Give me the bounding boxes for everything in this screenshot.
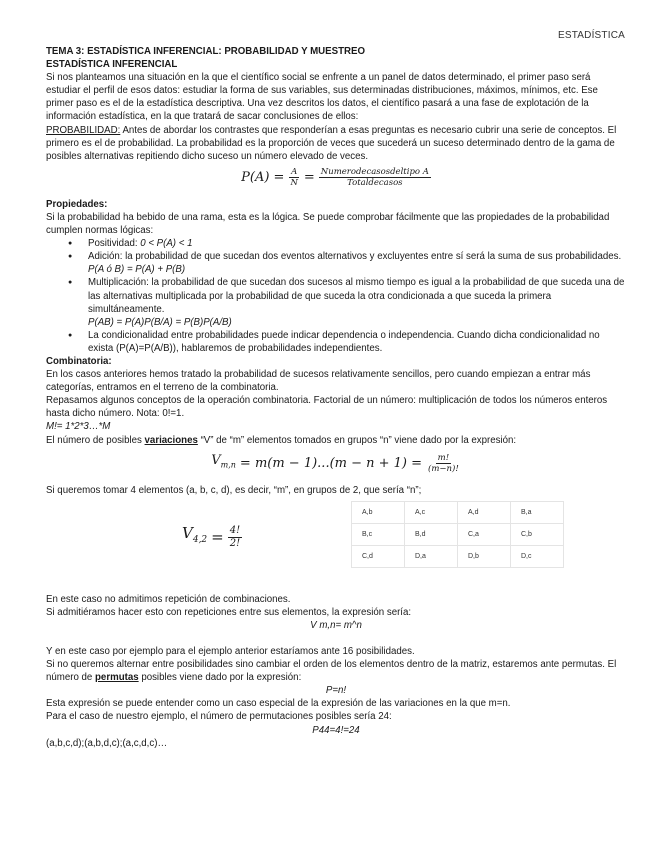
list-item — [88, 276, 626, 328]
intro-paragraph: Si nos planteamos una situación en la que el científico social se enfrente a un panel de datos determinado, el primer paso será estudiar el perfil de esos datos: estudiar la forma de sus variables, sus determinadas distribuciones, máximos, mínimos, etc. Ese primer paso es el de la estadística descriptiva. Una vez descritos los datos, el científico pasará a una fase de explotación de la información estadística, en la que tratará de sacar conclusiones de ellos: — [46, 72, 598, 123]
v42-formula — [182, 525, 242, 550]
formula-equals: = — [303, 169, 315, 185]
permutations-term: permutas — [95, 672, 139, 684]
list-item — [88, 237, 626, 250]
formula-lhs: P(A) = — [241, 169, 285, 185]
permutations-paragraph — [46, 658, 626, 684]
properties-list — [46, 237, 626, 355]
factorial-formula: M!= 1*2*3…*M — [46, 421, 111, 433]
paragraph: En los casos anteriores hemos tratado la probabilidad de sucesos relativamente sencillos, pero cuando empiezan a entrar más categorías, entramos en el terreno de la combinatoria. — [46, 369, 591, 394]
property-label: Adición: la probabilidad de que sucedan dos eventos alternativos y excluyentes entre sí será la suma de sus probabilidades. — [88, 251, 622, 263]
property-label: Multiplicación: la probabilidad de que sucedan dos sucesos al mismo tiempo es igual a la probabilidad de que suceda una de las alternativas multiplicada por la probabilidad de que suceda la otra condicionada a que suceda la primera simultáneamente. — [88, 277, 625, 315]
document-title: TEMA 3: ESTADÍSTICA INFERENCIAL: PROBABILIDAD Y MUESTREO — [46, 46, 365, 57]
paragraph: En este caso no admitimos repetición de combinaciones. — [46, 593, 291, 605]
paragraph: Si admitiéramos hacer esto con repeticiones entre sus elementos, la expresión sería: — [46, 606, 412, 618]
table-cell: B,a — [511, 501, 564, 523]
combinatorics-heading: Combinatoria: — [46, 355, 112, 367]
fraction-numerator: 4! — [229, 524, 241, 536]
property-formula: P(A ó B) = P(A) + P(B) — [88, 264, 186, 276]
formula-equals: = — [211, 527, 224, 546]
paragraph: Esta expresión se puede entender como un caso especial de la expresión de las variaciones en la que m=n. — [46, 698, 511, 710]
table-cell: C,d — [352, 545, 405, 567]
fraction-numerator: A — [291, 166, 298, 177]
formula-symbol: V — [211, 453, 221, 469]
text-span: “V” de “m” elementos tomados en grupos “n” viene dado por la expresión: — [197, 434, 517, 446]
example-paragraph: Si queremos tomar 4 elementos (a, b, c, d), es decir, “m”, en grupos de 2, que sería “n”; — [46, 484, 422, 496]
property-formula: 0 < P(A) < 1 — [140, 238, 193, 250]
table-cell: D,c — [511, 545, 564, 567]
fraction-denominator: Totaldecasos — [347, 177, 403, 188]
property-label: Positividad: — [88, 238, 141, 250]
formula-middle: = m(m − 1)...(m − n + 1) = — [239, 455, 423, 471]
fraction-denominator: N — [290, 177, 298, 188]
probability-term: PROBABILIDAD: — [46, 124, 121, 136]
table-cell: B,c — [352, 523, 405, 545]
formula-fraction — [228, 525, 242, 550]
formula-subscript: m,n — [220, 460, 236, 470]
example-area — [46, 501, 626, 583]
list-item — [88, 250, 626, 276]
fraction-denominator: 2! — [229, 537, 241, 549]
text-span: El número de posibles — [46, 434, 145, 446]
properties-heading: Propiedades: — [46, 198, 108, 210]
probability-text: Antes de abordar los contrastes que responderían a esas preguntas es necesario cubrir una serie de conceptos. El primero es el de probabilidad. La probabilidad es la proporción de veces que sucederá un suceso determinado dentro de la gama de posibles alternativas repitiendo dicho suceso un número elevado de veces. — [46, 124, 617, 162]
formula-subscript: 4,2 — [192, 535, 208, 546]
property-label: La condicionalidad entre probabilidades puede indicar dependencia o independencia. Cuando dicha condicionalidad no exista (P(A)=P(A/B)), hablaremos de probabilidades independientes. — [88, 329, 600, 354]
table-cell: A,c — [405, 501, 458, 523]
text-span: Si no queremos alternar entre posibilidades sino cambiar el orden de los elementos dentro de la matriz, estaremos ante permutas. El número de — [46, 659, 617, 684]
variations-formula — [46, 453, 626, 474]
permutation-formula: P=n! — [325, 685, 347, 697]
variations-table — [351, 501, 564, 568]
formula-fraction-cases — [319, 167, 431, 188]
probability-formula — [46, 167, 626, 188]
table-row — [352, 501, 564, 523]
fraction-numerator: Numerodecasosdeltipo A — [320, 166, 429, 177]
property-formula: P(AB) = P(A)P(B/A) = P(B)P(A/B) — [88, 316, 232, 328]
table-cell: A,b — [352, 501, 405, 523]
repetition-formula: V m,n= m^n — [310, 619, 362, 631]
table-row — [352, 545, 564, 567]
table-cell: C,a — [458, 523, 511, 545]
table-cell: A,d — [458, 501, 511, 523]
section-heading: ESTADÍSTICA INFERENCIAL — [46, 59, 178, 71]
table-cell: D,a — [405, 545, 458, 567]
paragraph: Repasamos algunos conceptos de la operación combinatoria. Factorial de un número: multiplicación de todos los números enteros hasta dicho número. Nota: 0!=1. — [46, 395, 608, 420]
probability-paragraph — [46, 124, 626, 163]
fraction-denominator: (m−n)! — [428, 463, 459, 474]
fraction-numerator: m! — [437, 452, 450, 463]
formula-symbol: V — [182, 524, 193, 543]
variations-term: variaciones — [144, 434, 198, 446]
table-cell: B,d — [405, 523, 458, 545]
table-cell: C,b — [511, 523, 564, 545]
running-header: ESTADÍSTICA — [557, 30, 625, 41]
paragraph: Para el caso de nuestro ejemplo, el número de permutaciones posibles sería 24: — [46, 711, 392, 723]
text-span: posibles viene dado por la expresión: — [138, 672, 302, 684]
p44-formula: P44=4!=24 — [312, 724, 360, 736]
formula-fraction-a-n — [288, 167, 299, 188]
paragraph: Y en este caso por ejemplo para el ejemplo anterior estaríamos ante 16 posibilidades. — [46, 646, 415, 657]
document-body — [46, 45, 626, 750]
properties-intro: Si la probabilidad ha bebido de una rama, esta es la lógica. Se puede comprobar fácilmente que las propiedades de la probabilidad cumplen normas lógicas: — [46, 211, 610, 237]
paragraph: (a,b,c,d);(a,b,d,c);(a,c,d,c)… — [46, 737, 168, 749]
table-cell: D,b — [458, 545, 511, 567]
formula-fraction — [426, 453, 461, 474]
table-row — [352, 523, 564, 545]
list-item — [88, 329, 626, 355]
variations-paragraph — [46, 434, 626, 447]
formula-lhs — [211, 454, 236, 472]
